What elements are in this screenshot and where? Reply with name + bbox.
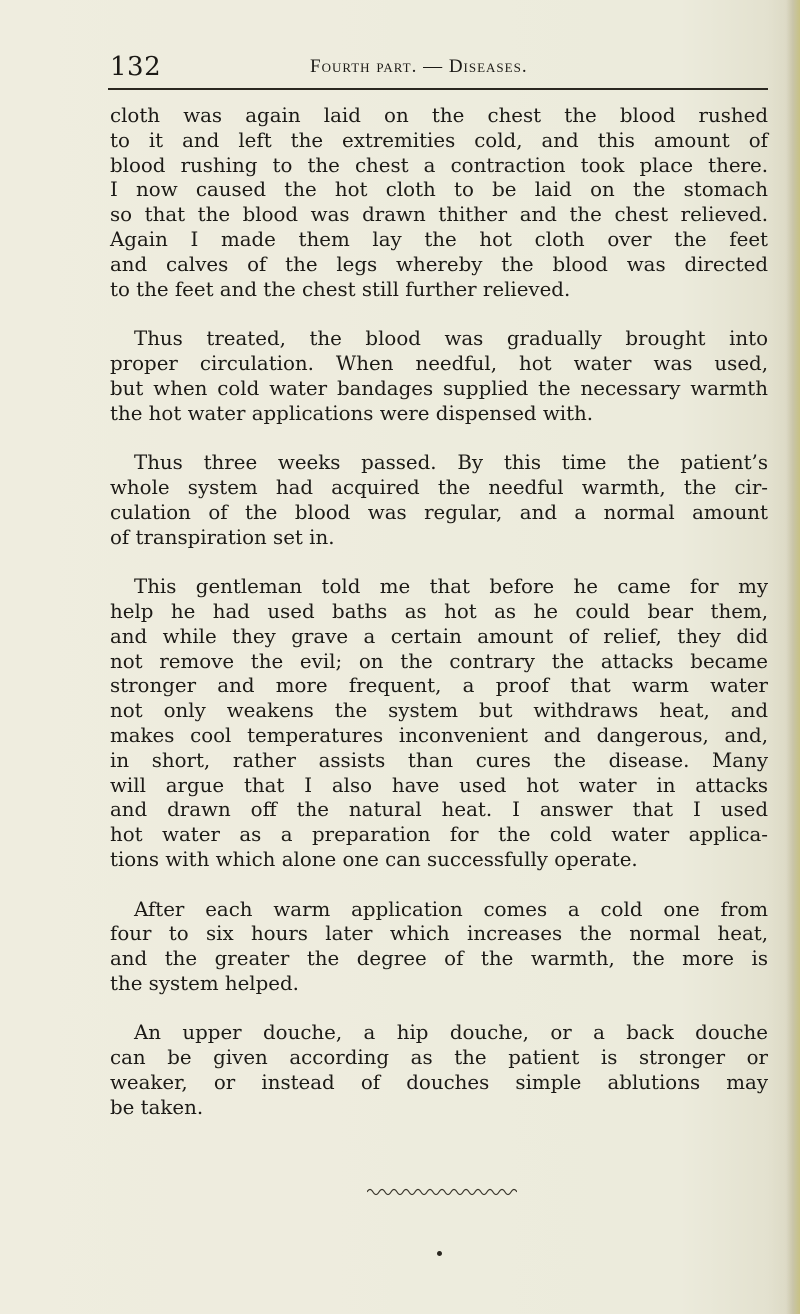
paragraph [110,575,768,873]
paragraph [110,898,768,997]
text-line: stronger and more frequent, a proof that warm water [110,674,768,698]
text-line: Again I made them lay the hot cloth over the feet [110,227,768,251]
text-line: Thus three weeks passed. By this time the patient’s [134,451,768,475]
text-line: can be given according as the patient is stronger or [110,1046,768,1070]
page-edge-shadow [786,0,800,1314]
text-line: help he had used baths as hot as he could bear them, [110,599,768,623]
text-line: An upper douche, a hip douche, or a back douche [134,1021,768,1045]
text-line: proper circulation. When needful, hot water was used, [110,351,768,375]
text-line: I now caused the hot cloth to be laid on the stomach [110,178,768,202]
page-header [110,52,766,86]
text-line: and the greater the degree of the warmth, the more is [110,947,768,971]
text-line: to the feet and the chest still further relieved. [110,277,571,301]
text-line: so that the blood was drawn thither and the chest relieved. [110,203,768,227]
text-line: whole system had acquired the needful warmth, the cir- [110,475,768,499]
body-text [110,104,768,1145]
paragraph [110,327,768,426]
text-line: makes cool temperatures inconvenient and dangerous, and, [110,723,768,747]
running-head: Fourth part. — Diseases. [310,56,528,77]
text-line: This gentleman told me that before he came for my [134,575,768,599]
text-line: weaker, or instead of douches simple ablutions may [110,1071,768,1095]
paragraph [110,1021,768,1120]
text-line: to it and left the extremities cold, and this amount of [110,128,768,152]
text-line: four to six hours later which increases the normal heat, [110,922,768,946]
paragraph [110,104,768,302]
text-line: tions with which alone one can successfully operate. [110,847,638,871]
text-line: and calves of the legs whereby the blood was directed [110,252,768,276]
text-line: and drawn off the natural heat. I answer that I used [110,798,768,822]
text-line: blood rushing to the chest a contraction took place there. [110,153,768,177]
header-rule [108,88,768,90]
ink-dot [437,1251,442,1256]
text-line: After each warm application comes a cold one from [134,897,768,921]
wavy-ornament [367,1186,517,1196]
text-line: but when cold water bandages supplied the necessary warmth [110,376,768,400]
text-line: hot water as a preparation for the cold water applica- [110,823,768,847]
text-line: Thus treated, the blood was gradually brought into [134,327,768,351]
paragraph [110,451,768,550]
text-line: the hot water applications were dispensed with. [110,401,594,425]
text-line: of transpiration set in. [110,525,335,549]
text-line: cloth was again laid on the chest the blood rushed [110,104,768,127]
text-line: be taken. [110,1095,204,1119]
text-line: culation of the blood was regular, and a normal amount [110,500,768,524]
text-line: and while they grave a certain amount of relief, they did [110,624,768,648]
page-number: 132 [110,52,162,82]
text-line: not only weakens the system but withdraws heat, and [110,699,768,723]
text-line: the system helped. [110,971,299,995]
text-line: in short, rather assists than cures the disease. Many [110,748,768,772]
text-line: not remove the evil; on the contrary the attacks became [110,649,768,673]
text-line: will argue that I also have used hot water in attacks [110,773,768,797]
